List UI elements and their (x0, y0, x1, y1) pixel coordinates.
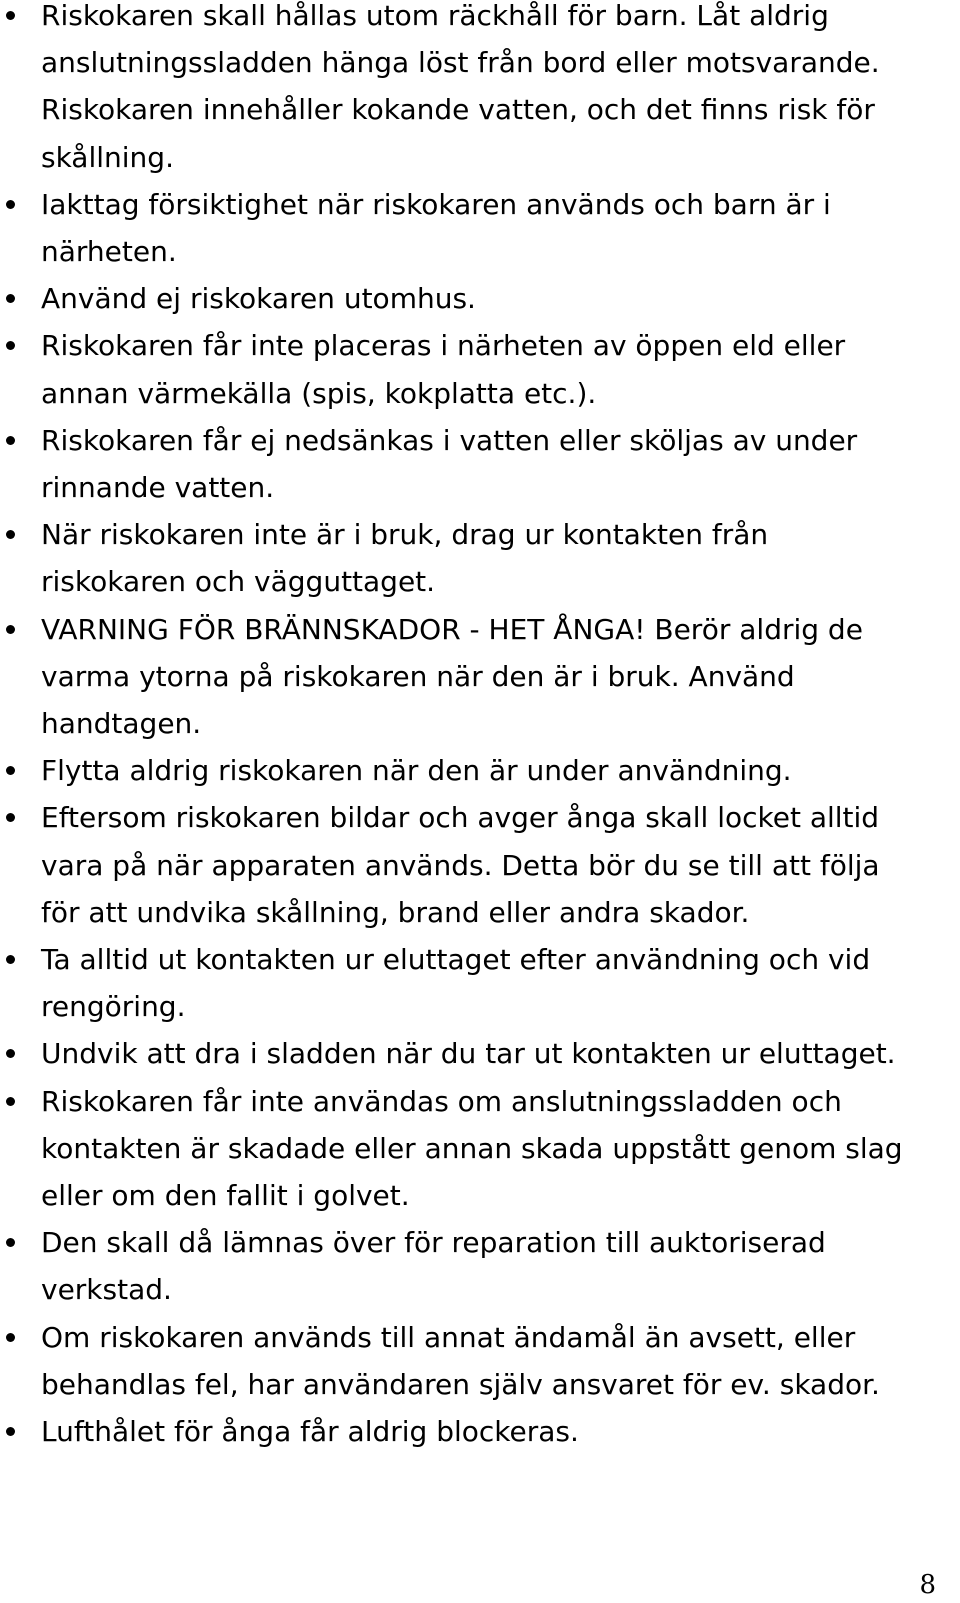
list-item (41, 417, 953, 511)
bullet-icon (6, 436, 15, 445)
bullet-icon (6, 11, 15, 20)
list-item-text: Använd ej riskokaren utomhus. (41, 282, 476, 316)
safety-instructions-list (41, 0, 953, 1455)
bullet-icon (6, 200, 15, 209)
list-item-text: När riskokaren inte är i bruk, drag ur kontakten från riskokaren och vägguttaget. (41, 518, 769, 599)
bullet-icon (6, 294, 15, 303)
list-item-text: Riskokaren får inte användas om anslutningssladden och kontakten är skadade eller annan skada uppstått genom slag eller om den fallit i golvet. (41, 1084, 903, 1213)
list-item-text: Eftersom riskokaren bildar och avger ånga skall locket alltid vara på när apparaten används. Detta bör du se till att följa för att undvika skållning, brand eller andra skador. (41, 801, 880, 929)
list-item (41, 606, 953, 748)
list-item-text: Iakttag försiktighet när riskokaren används och barn är i närheten. (41, 187, 831, 269)
list-item (41, 181, 953, 275)
list-item-text: Riskokaren får ej nedsänkas i vatten eller sköljas av under rinnande vatten. (41, 423, 858, 505)
list-item (41, 511, 953, 605)
bullet-icon (6, 530, 15, 539)
bullet-icon (6, 625, 15, 634)
bullet-icon (6, 813, 15, 822)
list-item-text: Riskokaren skall hållas utom räckhåll för barn. Låt aldrig anslutningssladden hänga löst från bord eller motsvarande. Riskokaren innehåller kokande vatten, och det finns risk för skållning. (41, 0, 880, 174)
list-item (41, 1314, 953, 1408)
list-item (41, 794, 953, 936)
list-item (41, 1030, 953, 1077)
list-item (41, 936, 953, 1030)
list-item-text: Om riskokaren används till annat ändamål än avsett, eller behandlas fel, har användaren själv ansvaret för ev. skador. (41, 1320, 880, 1401)
list-item-text: Undvik att dra i sladden när du tar ut kontakten ur eluttaget. (41, 1037, 896, 1071)
list-item (41, 275, 953, 322)
list-item-text: Den skall då lämnas över för reparation till auktoriserad verkstad. (41, 1226, 826, 1307)
list-item (41, 1219, 953, 1313)
list-item (41, 1078, 953, 1220)
bullet-icon (6, 955, 15, 964)
list-item-text: Ta alltid ut kontakten ur eluttaget efter användning och vid rengöring. (41, 943, 871, 1024)
list-item-text: Flytta aldrig riskokaren när den är under användning. (41, 754, 792, 788)
bullet-icon (6, 1097, 15, 1106)
list-item-text: VARNING FÖR BRÄNNSKADOR - HET ÅNGA! Berör aldrig de varma ytorna på riskokaren när den är i bruk. Använd handtagen. (41, 612, 863, 741)
bullet-icon (6, 1049, 15, 1058)
bullet-icon (6, 1333, 15, 1342)
bullet-icon (6, 341, 15, 350)
bullet-icon (6, 766, 15, 775)
page-number: 8 (919, 1570, 936, 1600)
bullet-icon (6, 1238, 15, 1247)
list-item (41, 1408, 953, 1455)
list-item-text: Lufthålet för ånga får aldrig blockeras. (41, 1415, 579, 1449)
bullet-icon (6, 1427, 15, 1436)
list-item (41, 322, 953, 416)
list-item (41, 747, 953, 794)
list-item (41, 0, 953, 181)
list-item-text: Riskokaren får inte placeras i närheten av öppen eld eller annan värmekälla (spis, kokplatta etc.). (41, 329, 846, 410)
